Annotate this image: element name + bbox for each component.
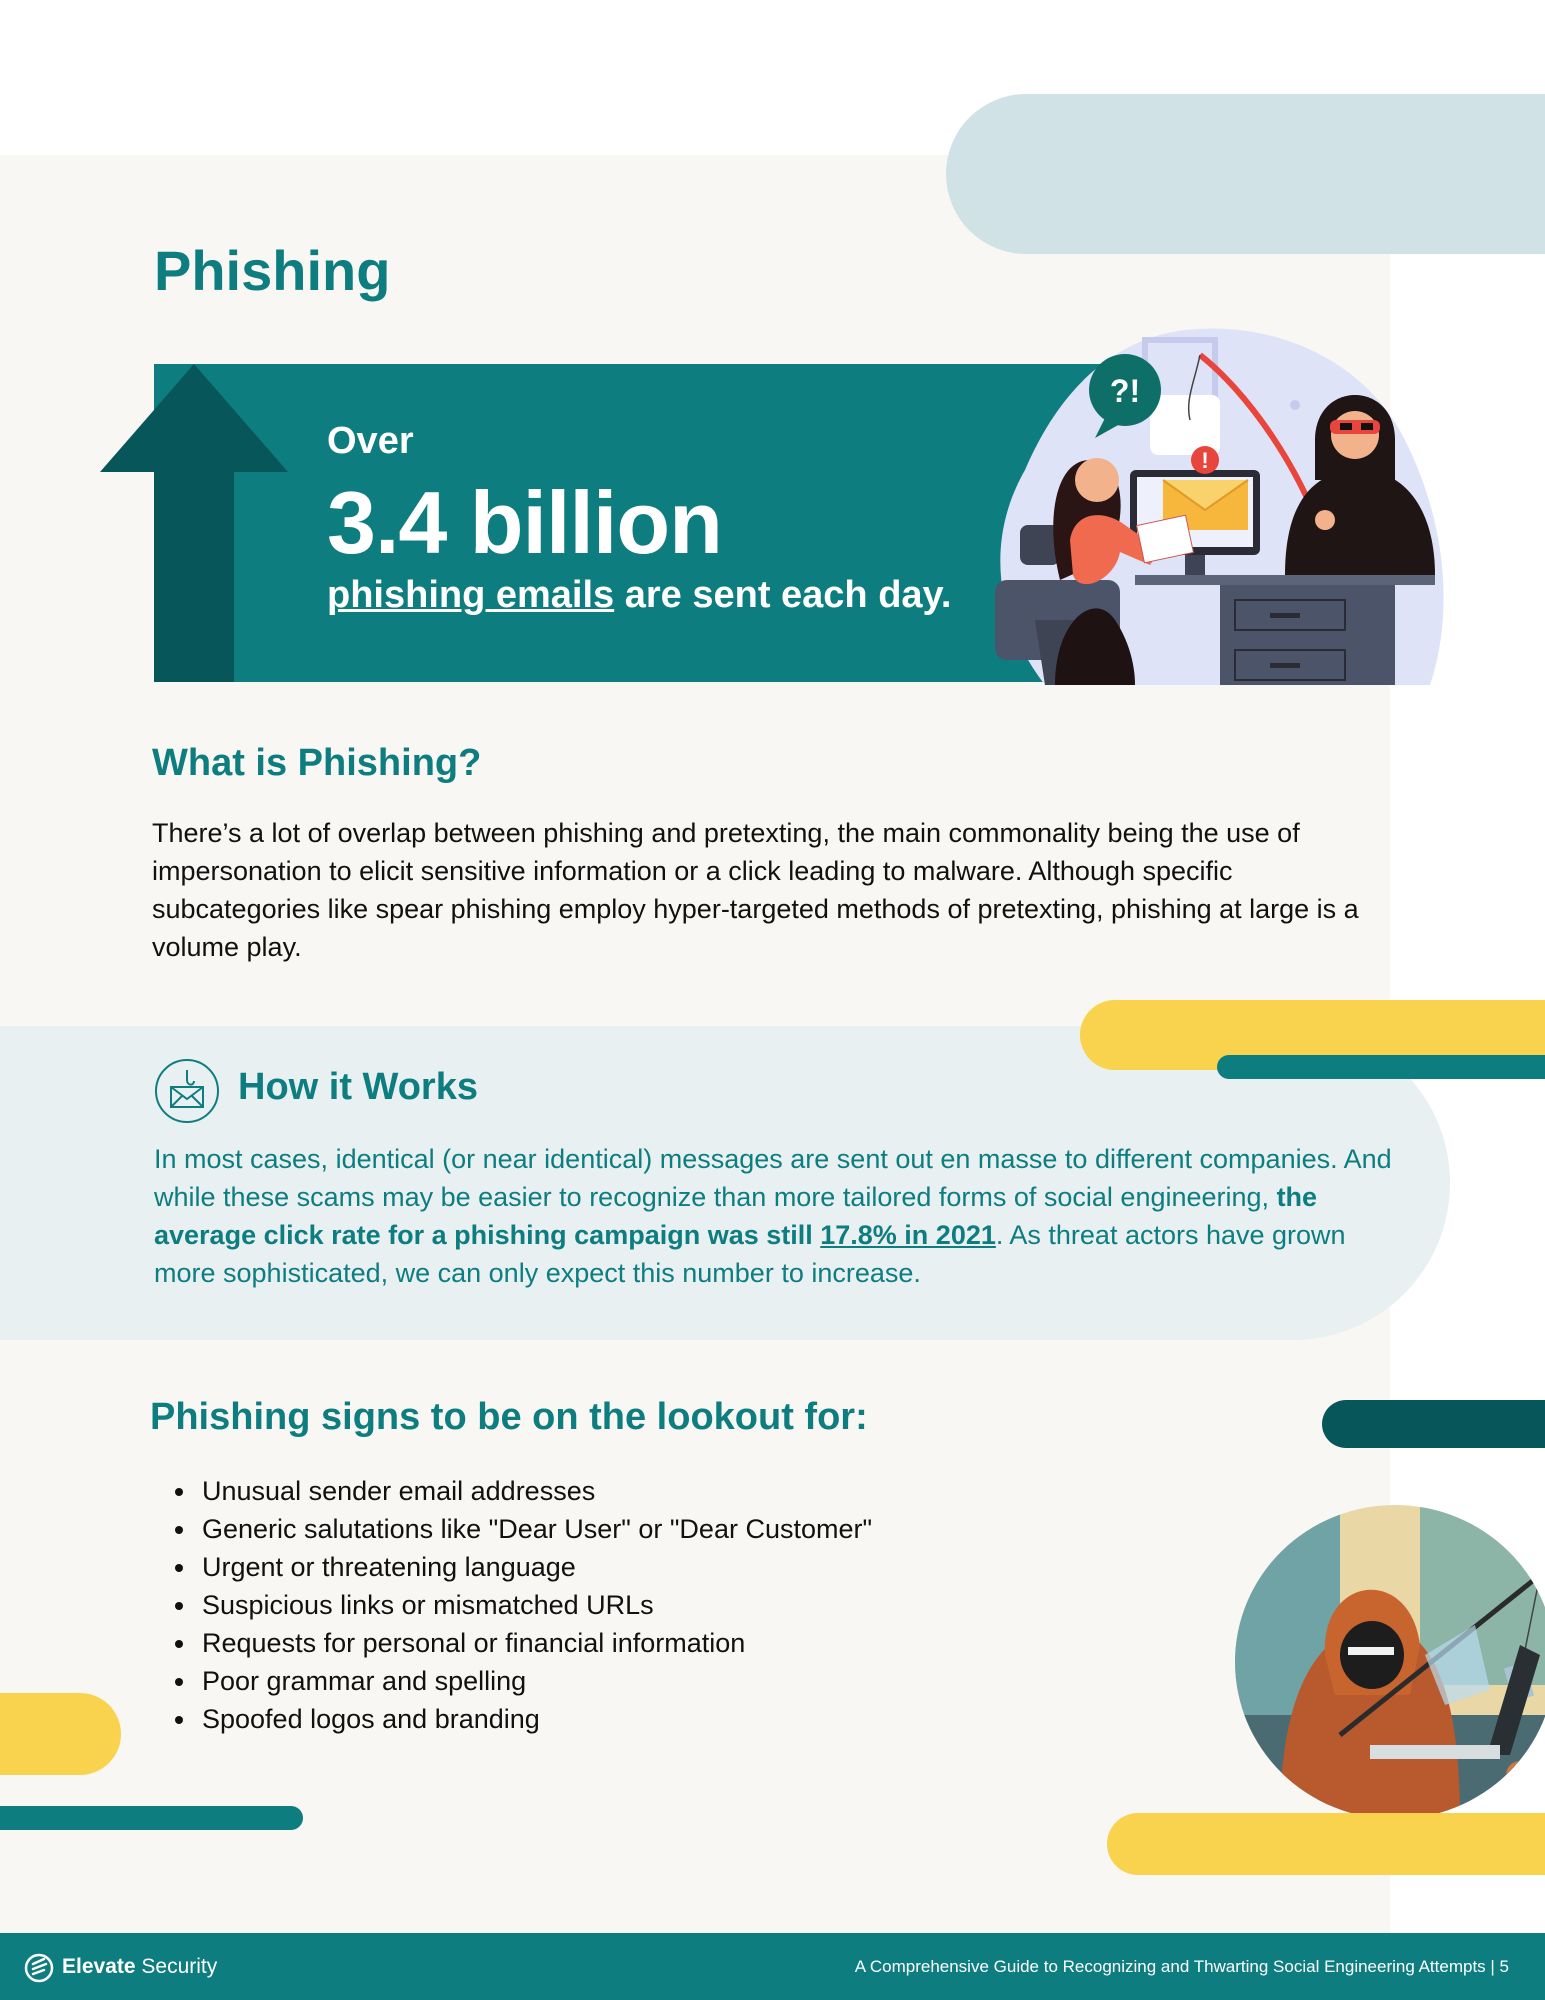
how-body-start: In most cases, identical (or near identical) messages are sent out en masse to different companies. And while these scams may be easier to recognize than more tailored forms of social engineering,: [154, 1144, 1392, 1212]
phishing-emails-link[interactable]: phishing emails: [327, 574, 615, 616]
envelope-hook-icon: [154, 1058, 220, 1124]
decorative-stripe-dark-teal: [1322, 1400, 1545, 1448]
list-item: • Suspicious links or mismatched URLs: [198, 1586, 872, 1624]
signs-list: [168, 1472, 872, 1738]
stat-value: 3.4 billion: [327, 473, 722, 572]
up-arrow-icon: [100, 364, 288, 472]
footer-caption: A Comprehensive Guide to Recognizing and Thwarting Social Engineering Attempts | 5: [854, 1957, 1509, 1976]
hacker-circle-illustration: [1220, 1505, 1545, 1820]
speech-bubble-text: ?!: [1109, 373, 1141, 409]
how-bold-text: the average click rate for a phishing campaign was still 17.8% in 2021: [154, 1182, 1318, 1250]
how-heading: How it Works: [238, 1066, 478, 1108]
alert-mark: !: [1201, 448, 1209, 473]
decorative-stripe-yellow: [0, 1693, 121, 1775]
decorative-stripe-teal: [1217, 1055, 1545, 1079]
elevate-logo-icon: [24, 1953, 54, 1983]
list-item: • Poor grammar and spelling: [198, 1662, 872, 1700]
list-item: • Urgent or threatening language: [198, 1548, 872, 1586]
up-arrow-shaft: [154, 470, 234, 682]
decorative-stripe-teal: [0, 1806, 303, 1830]
list-item: • Unusual sender email addresses: [198, 1472, 872, 1510]
footer-brand[interactable]: Elevate Security: [62, 1955, 218, 1978]
what-paragraph: There’s a lot of overlap between phishing and pretexting, the main commonality being the use of impersonation to elicit sensitive information or a click leading to malware. Although specific subcategories like spear phishing employ hyper-targeted methods of pretexting, phishing at large is a volume play.: [152, 818, 1359, 962]
signs-heading: Phishing signs to be on the lookout for:: [150, 1396, 868, 1438]
stat-caption-rest: are sent each day.: [614, 574, 952, 616]
decorative-blob-top: [946, 94, 1545, 254]
list-item: • Generic salutations like "Dear User" or "Dear Customer": [198, 1510, 872, 1548]
decorative-stripe-yellow: [1107, 1813, 1545, 1875]
stat-prefix: Over: [327, 420, 414, 462]
list-item: • Spoofed logos and branding: [198, 1700, 872, 1738]
page-title: Phishing: [154, 239, 391, 302]
how-paragraph: [154, 1140, 1404, 1292]
phishing-illustration: [985, 320, 1455, 685]
what-heading: What is Phishing?: [152, 742, 482, 784]
click-rate-link[interactable]: 17.8% in 2021: [820, 1220, 996, 1250]
stat-caption: [327, 574, 951, 617]
how-body-end: . As threat actors have grown more sophisticated, we can only expect this number to increase.: [154, 1220, 1346, 1288]
list-item: • Requests for personal or financial information: [198, 1624, 872, 1662]
